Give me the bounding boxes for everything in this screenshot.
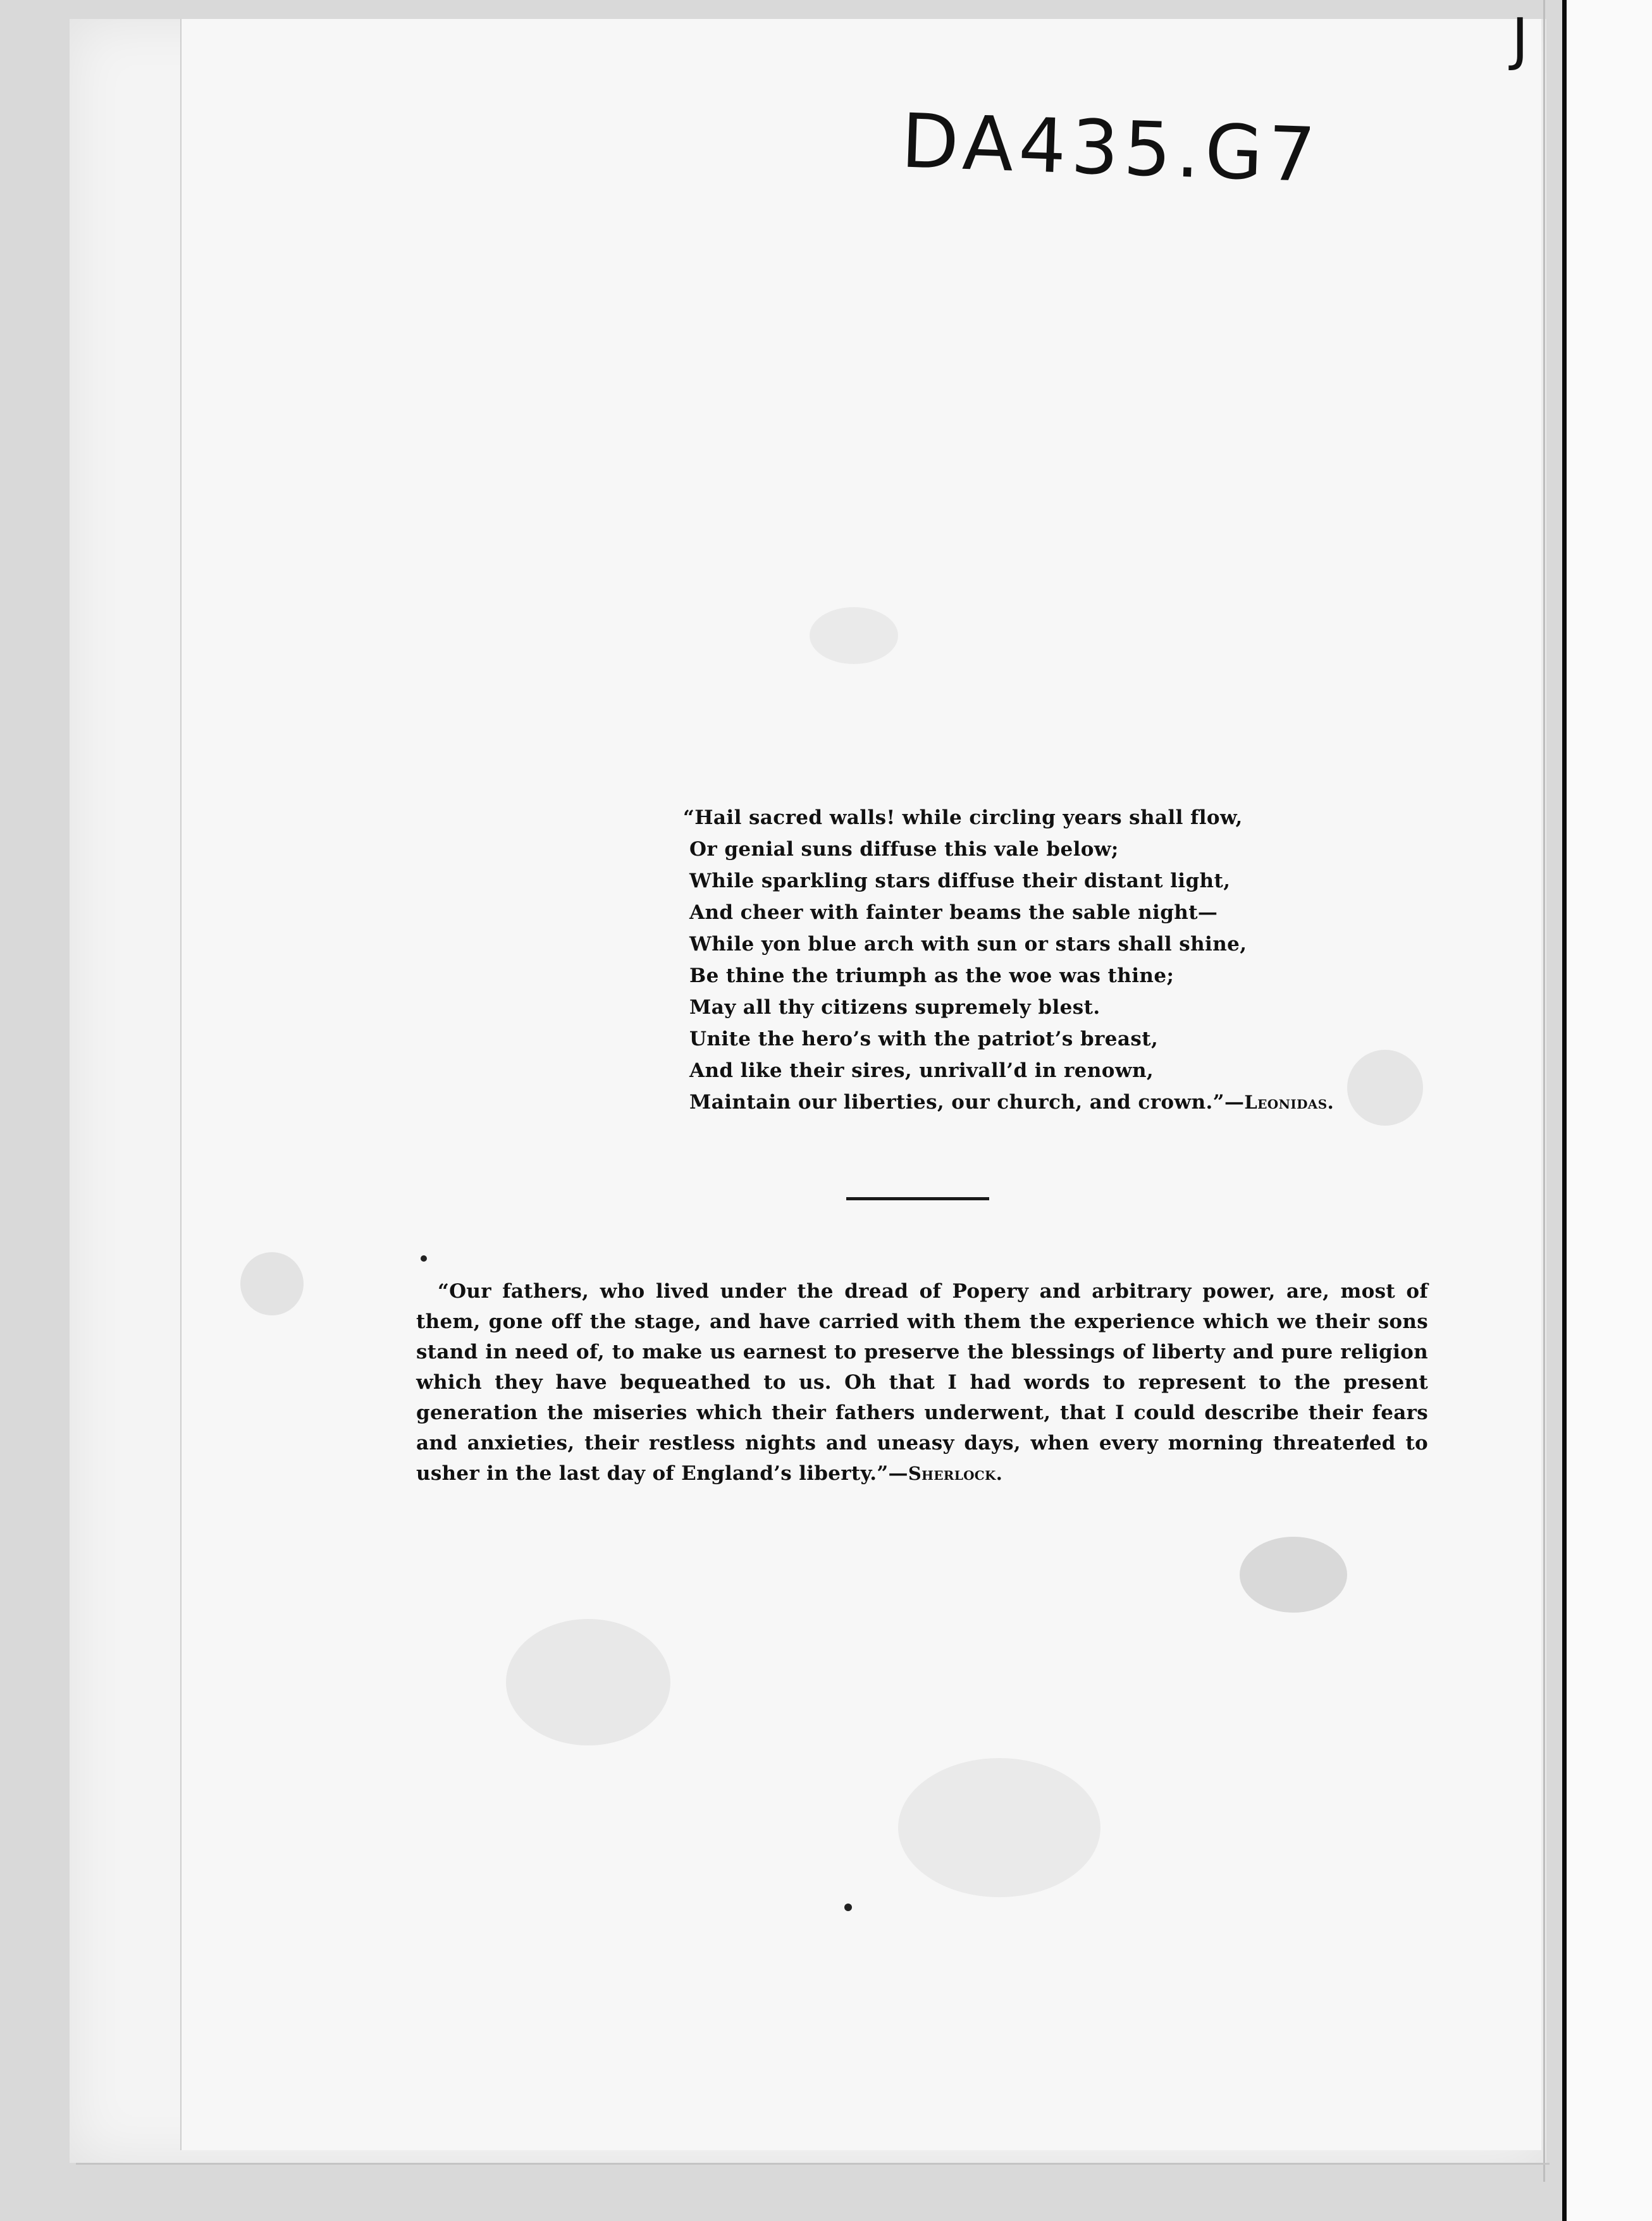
poem-line: Or genial suns diffuse this vale below; xyxy=(689,838,1119,861)
page-bottom-edge xyxy=(76,2163,1550,2165)
ink-dot xyxy=(421,1255,427,1262)
stain-speck xyxy=(898,1758,1100,1897)
ink-dot xyxy=(844,1904,852,1911)
poem-line: While yon blue arch with sun or stars shall shine, xyxy=(689,933,1247,956)
poem-line-last xyxy=(689,1086,1385,1118)
poem-epigraph xyxy=(683,802,1385,1118)
prose-text: “Our fathers, who lived under the dread of Popery and arbitrary power, are, most of them, gone off the stage, and have carried with them the experience which we their sons stand in need of, to make us earnest to preserve the blessings of liberty and pure religion which they have bequeathed to us. Oh that I had words to represent to the present generation the miseries which their fathers underwent, that I could describe their fears and anxieties, their restless nights and uneasy days, when every morning threatened to usher in the last day of England’s liberty.”— xyxy=(416,1280,1428,1485)
poem-line: While sparkling stars diffuse their distant light, xyxy=(689,870,1231,892)
poem-line: Be thine the triumph as the woe was thine; xyxy=(689,964,1174,987)
poem-line: And cheer with fainter beams the sable night— xyxy=(689,901,1218,924)
section-divider-rule xyxy=(846,1197,989,1200)
poem-line: And like their sires, unrivall’d in renown, xyxy=(689,1059,1154,1082)
poem-line: Unite the hero’s with the patriot’s breast, xyxy=(689,1028,1159,1050)
facing-page-edge xyxy=(1567,0,1652,2221)
gutter-shadow xyxy=(1562,0,1567,2221)
poem-attribution: Leonidas. xyxy=(1244,1092,1335,1113)
stain-speck xyxy=(240,1252,304,1315)
poem-line-text: Maintain our liberties, our church, and crown.”— xyxy=(689,1091,1245,1114)
stain-speck xyxy=(506,1619,670,1745)
poem-line: May all thy citizens supremely blest. xyxy=(689,996,1100,1019)
poem-line: “Hail sacred walls! while circling years shall flow, xyxy=(683,806,1243,829)
handwritten-corner-mark: J xyxy=(1512,6,1529,73)
prose-epigraph xyxy=(416,1276,1428,1489)
prose-attribution: Sherlock. xyxy=(908,1463,1003,1484)
stain-speck xyxy=(1240,1537,1347,1613)
page-edge xyxy=(1543,0,1545,2182)
stain-speck xyxy=(810,607,898,664)
handwritten-call-number: DA435.G7 xyxy=(899,97,1322,199)
